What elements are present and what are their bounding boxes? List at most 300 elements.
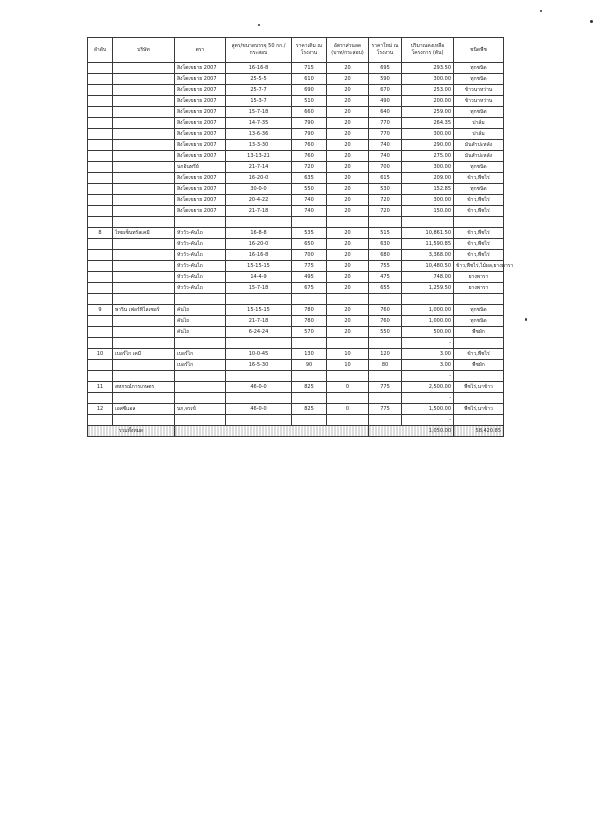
- separator-row: [88, 415, 504, 426]
- cell-new-price: [369, 217, 402, 228]
- cell-discount: 20: [327, 107, 369, 118]
- cell-qty: [402, 294, 454, 305]
- cell-discount: 20: [327, 316, 369, 327]
- cell-company: เอสซีแอล: [113, 404, 175, 415]
- cell-company: [113, 195, 175, 206]
- cell-discount: 20: [327, 327, 369, 338]
- cell-no: 12: [88, 404, 113, 415]
- cell-qty: 300.00: [402, 129, 454, 140]
- scan-speck: [590, 20, 593, 23]
- cell-crop: ข้าว,พืชไร่: [454, 250, 504, 261]
- cell-brand: สิงโตเขยาย 2007: [175, 85, 226, 96]
- cell-new-price: 550: [369, 327, 402, 338]
- cell-qty: -: [402, 371, 454, 382]
- cell-qty: 152.85: [402, 184, 454, 195]
- cell-new-price: 760: [369, 305, 402, 316]
- cell-no: [88, 371, 113, 382]
- header-quantity: ปริมาณคงเหลือโครงการ (ตัน): [402, 38, 454, 63]
- cell-crop: ข้าว,พืชไร่: [454, 195, 504, 206]
- cell-company: พาริน เฟอร์ทิไลเซอร์: [113, 305, 175, 316]
- cell-no: 9: [88, 305, 113, 316]
- cell-formula: 10-0-45: [226, 349, 292, 360]
- cell-crop: ทุกชนิด: [454, 316, 504, 327]
- cell-company: [113, 338, 175, 349]
- cell-discount: 20: [327, 239, 369, 250]
- table-row: [88, 151, 504, 162]
- table-row: [88, 96, 504, 107]
- cell-company: [113, 74, 175, 85]
- cell-no: [88, 140, 113, 151]
- cell-brand: สิงโตเขยาย 2007: [175, 63, 226, 74]
- separator-row: [88, 217, 504, 228]
- cell-formula: 16-8-8: [226, 228, 292, 239]
- cell-discount: 20: [327, 74, 369, 85]
- cell-company: [113, 85, 175, 96]
- cell-brand: เบอร์ไก: [175, 360, 226, 371]
- cell-formula: 6-24-24: [226, 327, 292, 338]
- cell-new-price: 630: [369, 239, 402, 250]
- cell-crop: พืชไร่,นาข้าว: [454, 404, 504, 415]
- scan-speck: [258, 24, 260, 26]
- cell-qty: 500.00: [402, 327, 454, 338]
- cell-new-price: 775: [369, 404, 402, 415]
- cell-brand: สิงโตเขยาย 2007: [175, 107, 226, 118]
- cell-discount: 20: [327, 129, 369, 140]
- header-brand: ตรา: [175, 38, 226, 63]
- cell-no: [88, 151, 113, 162]
- cell-brand: นกอินทรีย์: [175, 162, 226, 173]
- cell-qty: -: [402, 338, 454, 349]
- cell-company: [113, 217, 175, 228]
- cell-brand: หัววัว-คันไถ: [175, 228, 226, 239]
- cell-crop: ข้าวนาหว่าน: [454, 85, 504, 96]
- table-row: [88, 239, 504, 250]
- cell-brand: [175, 217, 226, 228]
- table-row: [88, 316, 504, 327]
- cell-discount: 10: [327, 349, 369, 360]
- cell-brand: คันไถ: [175, 305, 226, 316]
- cell-discount: 20: [327, 261, 369, 272]
- cell-crop: ยางพารา: [454, 272, 504, 283]
- cell-no: [88, 195, 113, 206]
- cell-price: 635: [292, 173, 327, 184]
- cell-discount: 20: [327, 151, 369, 162]
- cell-brand: [175, 382, 226, 393]
- cell-price: 780: [292, 316, 327, 327]
- cell-no: [88, 63, 113, 74]
- cell-new-price: [369, 338, 402, 349]
- cell-company: [113, 261, 175, 272]
- cell-crop: ทุกชนิด: [454, 305, 504, 316]
- cell-new-price: 770: [369, 118, 402, 129]
- cell-no: [88, 85, 113, 96]
- table-row: [88, 129, 504, 140]
- cell-no: [88, 316, 113, 327]
- table-row: [88, 349, 504, 360]
- cell-discount: [327, 371, 369, 382]
- cell-discount: [327, 217, 369, 228]
- cell-price: 740: [292, 206, 327, 217]
- header-no: ลำดับ: [88, 38, 113, 63]
- separator-row: [88, 338, 504, 349]
- cell-new-price: 670: [369, 85, 402, 96]
- cell-company: เบอร์ไก เคมี: [113, 349, 175, 360]
- table-row: [88, 85, 504, 96]
- cell-qty: 3,368.00: [402, 250, 454, 261]
- cell-brand: สิงโตเขยาย 2007: [175, 184, 226, 195]
- cell-company: ไทยเซ็นทรัลเคมี: [113, 228, 175, 239]
- cell-company: [113, 173, 175, 184]
- table-body: [88, 63, 514, 426]
- cell-brand: หัววัว-คันไถ: [175, 283, 226, 294]
- header-discount: อัตราส่วนลด (บาท/กระสอบ): [327, 38, 369, 63]
- table-row: [88, 360, 504, 371]
- cell-price: 550: [292, 184, 327, 195]
- cell-qty: -: [402, 415, 454, 426]
- cell-formula: 16-5-30: [226, 360, 292, 371]
- cell-no: [88, 283, 113, 294]
- cell-discount: 20: [327, 283, 369, 294]
- cell-brand: หัววัว-คันไถ: [175, 261, 226, 272]
- cell-brand: คันไถ: [175, 316, 226, 327]
- cell-price: [292, 371, 327, 382]
- cell-discount: [327, 338, 369, 349]
- cell-price: 825: [292, 404, 327, 415]
- cell-no: [88, 118, 113, 129]
- cell-qty: 259.00: [402, 107, 454, 118]
- cell-formula: 15-15-15: [226, 261, 292, 272]
- cell-qty: 2,500.00: [402, 382, 454, 393]
- cell-qty: 300.00: [402, 74, 454, 85]
- cell-brand: [175, 294, 226, 305]
- cell-no: [88, 74, 113, 85]
- cell-crop: [454, 338, 504, 349]
- cell-crop: ทุกชนิด: [454, 162, 504, 173]
- cell-crop: [454, 217, 504, 228]
- table-row: [88, 283, 504, 294]
- cell-price: 570: [292, 327, 327, 338]
- cell-crop: [454, 294, 504, 305]
- cell-crop: [454, 393, 504, 404]
- table-row: [88, 206, 504, 217]
- cell-formula: 30-0-0: [226, 184, 292, 195]
- cell-price: 825: [292, 382, 327, 393]
- cell-no: [88, 96, 113, 107]
- cell-formula: 15-7-18: [226, 283, 292, 294]
- cell-no: 8: [88, 228, 113, 239]
- cell-formula: 13-3-30: [226, 140, 292, 151]
- scan-speck: [540, 10, 542, 12]
- cell-formula: 15-7-18: [226, 107, 292, 118]
- table-row: [88, 327, 504, 338]
- cell-new-price: [369, 371, 402, 382]
- cell-no: [88, 415, 113, 426]
- cell-formula: 25-5-5: [226, 74, 292, 85]
- cell-no: [88, 239, 113, 250]
- cell-price: 690: [292, 85, 327, 96]
- cell-crop: ข้าว,พืชไร่,ไม้ผล,ยางพารา: [454, 261, 504, 272]
- cell-qty: 293.50: [402, 63, 454, 74]
- cell-price: 700: [292, 250, 327, 261]
- cell-brand: สิงโตเขยาย 2007: [175, 96, 226, 107]
- cell-qty: 10,480.50: [402, 261, 454, 272]
- cell-company: [113, 63, 175, 74]
- cell-new-price: 530: [369, 184, 402, 195]
- cell-discount: 20: [327, 85, 369, 96]
- cell-company: [113, 283, 175, 294]
- cell-discount: [327, 294, 369, 305]
- cell-brand: [175, 393, 226, 404]
- cell-company: [113, 96, 175, 107]
- cell-crop: [454, 415, 504, 426]
- cell-brand: หัววัว-คันไถ: [175, 250, 226, 261]
- cell-company: [113, 107, 175, 118]
- cell-new-price: 490: [369, 96, 402, 107]
- cell-price: 510: [292, 96, 327, 107]
- cell-discount: 20: [327, 305, 369, 316]
- cell-new-price: [369, 415, 402, 426]
- cell-new-price: [369, 294, 402, 305]
- cell-discount: 20: [327, 228, 369, 239]
- header-formula: สูตร/ขนาดบรรจุ 50 กก./กระสอบ: [226, 38, 292, 63]
- cell-crop: พืชผัก: [454, 327, 504, 338]
- cell-brand: สิงโตเขยาย 2007: [175, 173, 226, 184]
- cell-discount: [327, 415, 369, 426]
- table-row: [88, 140, 504, 151]
- cell-company: [113, 206, 175, 217]
- cell-new-price: 120: [369, 349, 402, 360]
- table-footer-row: [88, 426, 504, 437]
- cell-company: [113, 250, 175, 261]
- cell-company: [113, 371, 175, 382]
- cell-qty: 1,500.00: [402, 404, 454, 415]
- cell-crop: ข้าว,พืชไร่: [454, 173, 504, 184]
- cell-crop: ข้าวนาหว่าน: [454, 96, 504, 107]
- table-row: [88, 195, 504, 206]
- header-crop: ชนิดพืช: [454, 38, 504, 63]
- cell-price: 760: [292, 140, 327, 151]
- table-row: [88, 118, 504, 129]
- cell-brand: สิงโตเขยาย 2007: [175, 151, 226, 162]
- cell-crop: [454, 371, 504, 382]
- separator-row: [88, 294, 504, 305]
- cell-company: [113, 415, 175, 426]
- cell-formula: 14-4-9: [226, 272, 292, 283]
- cell-brand: [175, 415, 226, 426]
- cell-brand: สิงโตเขยาย 2007: [175, 206, 226, 217]
- cell-price: 130: [292, 349, 327, 360]
- cell-crop: พืชผัก: [454, 360, 504, 371]
- cell-crop: ทุกชนิด: [454, 74, 504, 85]
- cell-brand: [175, 371, 226, 382]
- cell-brand: หัววัว-คันไถ: [175, 239, 226, 250]
- table-row: [88, 107, 504, 118]
- table-row: [88, 228, 504, 239]
- cell-no: [88, 250, 113, 261]
- cell-company: [113, 393, 175, 404]
- cell-crop: พืชไร่,นาข้าว: [454, 382, 504, 393]
- cell-price: 675: [292, 283, 327, 294]
- cell-formula: [226, 393, 292, 404]
- cell-qty: 290.00: [402, 140, 454, 151]
- cell-qty: 1,259.50: [402, 283, 454, 294]
- cell-price: [292, 217, 327, 228]
- cell-qty: 300.00: [402, 195, 454, 206]
- cell-discount: 20: [327, 118, 369, 129]
- cell-formula: 21-7-18: [226, 206, 292, 217]
- cell-qty: 10,861.50: [402, 228, 454, 239]
- cell-discount: [327, 393, 369, 404]
- cell-formula: 21-7-14: [226, 162, 292, 173]
- cell-qty: 1,000.00: [402, 305, 454, 316]
- cell-formula: 15-3-7: [226, 96, 292, 107]
- cell-price: 790: [292, 118, 327, 129]
- cell-crop: มันสำปะหลัง: [454, 140, 504, 151]
- cell-company: [113, 294, 175, 305]
- footer-grand-total: 58,420.85: [454, 426, 504, 437]
- cell-discount: 0: [327, 382, 369, 393]
- cell-company: [113, 272, 175, 283]
- table-header-row: [88, 38, 504, 63]
- cell-brand: สิงโตเขยาย 2007: [175, 74, 226, 85]
- cell-price: 780: [292, 305, 327, 316]
- table-row: [88, 261, 504, 272]
- cell-formula: [226, 415, 292, 426]
- cell-company: [113, 140, 175, 151]
- cell-discount: 0: [327, 404, 369, 415]
- cell-qty: 748.00: [402, 272, 454, 283]
- cell-qty: [402, 217, 454, 228]
- cell-company: [113, 129, 175, 140]
- cell-price: 715: [292, 63, 327, 74]
- cell-qty: 200.00: [402, 96, 454, 107]
- cell-discount: 20: [327, 250, 369, 261]
- cell-qty: 11,590.85: [402, 239, 454, 250]
- cell-no: [88, 217, 113, 228]
- cell-brand: สิงโตเขยาย 2007: [175, 118, 226, 129]
- separator-row: [88, 371, 504, 382]
- table-row: [88, 162, 504, 173]
- cell-price: 535: [292, 228, 327, 239]
- cell-no: [88, 327, 113, 338]
- cell-qty: 3.00: [402, 349, 454, 360]
- cell-discount: 20: [327, 184, 369, 195]
- cell-formula: [226, 371, 292, 382]
- cell-brand: [175, 338, 226, 349]
- cell-no: [88, 272, 113, 283]
- cell-company: [113, 184, 175, 195]
- cell-price: [292, 415, 327, 426]
- table-row: [88, 404, 504, 415]
- cell-crop: ข้าว,พืชไร่: [454, 239, 504, 250]
- cell-no: [88, 173, 113, 184]
- cell-price: 790: [292, 129, 327, 140]
- cell-new-price: 720: [369, 206, 402, 217]
- cell-price: 495: [292, 272, 327, 283]
- cell-new-price: 655: [369, 283, 402, 294]
- cell-no: [88, 129, 113, 140]
- cell-new-price: 590: [369, 74, 402, 85]
- cell-brand: สิงโตเขยาย 2007: [175, 195, 226, 206]
- cell-discount: 20: [327, 206, 369, 217]
- cell-price: 610: [292, 74, 327, 85]
- cell-crop: ทุกชนิด: [454, 184, 504, 195]
- cell-no: [88, 338, 113, 349]
- footer-total-tons: 1,050.00: [369, 426, 454, 437]
- cell-company: [113, 151, 175, 162]
- table-row: [88, 74, 504, 85]
- table-row: [88, 305, 504, 316]
- cell-new-price: 640: [369, 107, 402, 118]
- cell-formula: 21-7-18: [226, 316, 292, 327]
- table-row: [88, 173, 504, 184]
- table-row: [88, 184, 504, 195]
- cell-formula: 16-20-0: [226, 239, 292, 250]
- cell-no: [88, 107, 113, 118]
- cell-crop: ข้าว,พืชไร่: [454, 206, 504, 217]
- cell-qty: 209.00: [402, 173, 454, 184]
- cell-formula: 46-0-0: [226, 382, 292, 393]
- cell-formula: [226, 338, 292, 349]
- cell-formula: 14-7-35: [226, 118, 292, 129]
- cell-new-price: 515: [369, 228, 402, 239]
- cell-no: 11: [88, 382, 113, 393]
- cell-price: 720: [292, 162, 327, 173]
- cell-company: สหกรณ์การเกษตร: [113, 382, 175, 393]
- cell-qty: 1,000.00: [402, 316, 454, 327]
- cell-crop: ปาล์ม: [454, 118, 504, 129]
- header-new-price: ราคาใหม่ ณ โรงงาน: [369, 38, 402, 63]
- cell-brand: คันไถ: [175, 327, 226, 338]
- cell-new-price: 615: [369, 173, 402, 184]
- cell-new-price: 770: [369, 129, 402, 140]
- cell-price: 660: [292, 107, 327, 118]
- cell-formula: 20-4-22: [226, 195, 292, 206]
- cell-no: [88, 360, 113, 371]
- cell-crop: ข้าว,พืชไร่: [454, 228, 504, 239]
- cell-no: [88, 162, 113, 173]
- cell-price: 740: [292, 195, 327, 206]
- cell-no: [88, 393, 113, 404]
- cell-no: [88, 261, 113, 272]
- table-row: [88, 382, 504, 393]
- cell-company: [113, 360, 175, 371]
- cell-new-price: [369, 393, 402, 404]
- cell-formula: 16-16-8: [226, 250, 292, 261]
- cell-discount: 20: [327, 195, 369, 206]
- table-row: [88, 272, 504, 283]
- cell-qty: 300.00: [402, 162, 454, 173]
- cell-formula: 15-15-15: [226, 305, 292, 316]
- footer-blank: [175, 426, 369, 437]
- cell-price: 775: [292, 261, 327, 272]
- cell-crop: ปาล์ม: [454, 129, 504, 140]
- cell-price: 90: [292, 360, 327, 371]
- cell-discount: 20: [327, 173, 369, 184]
- separator-row: [88, 393, 504, 404]
- cell-new-price: 740: [369, 140, 402, 151]
- cell-price: [292, 393, 327, 404]
- cell-no: [88, 294, 113, 305]
- table-row: [88, 63, 504, 74]
- cell-price: 650: [292, 239, 327, 250]
- cell-new-price: 475: [369, 272, 402, 283]
- cell-new-price: 680: [369, 250, 402, 261]
- cell-new-price: 700: [369, 162, 402, 173]
- cell-formula: 25-7-7: [226, 85, 292, 96]
- cell-new-price: 740: [369, 151, 402, 162]
- cell-brand: หัววัว-คันไถ: [175, 272, 226, 283]
